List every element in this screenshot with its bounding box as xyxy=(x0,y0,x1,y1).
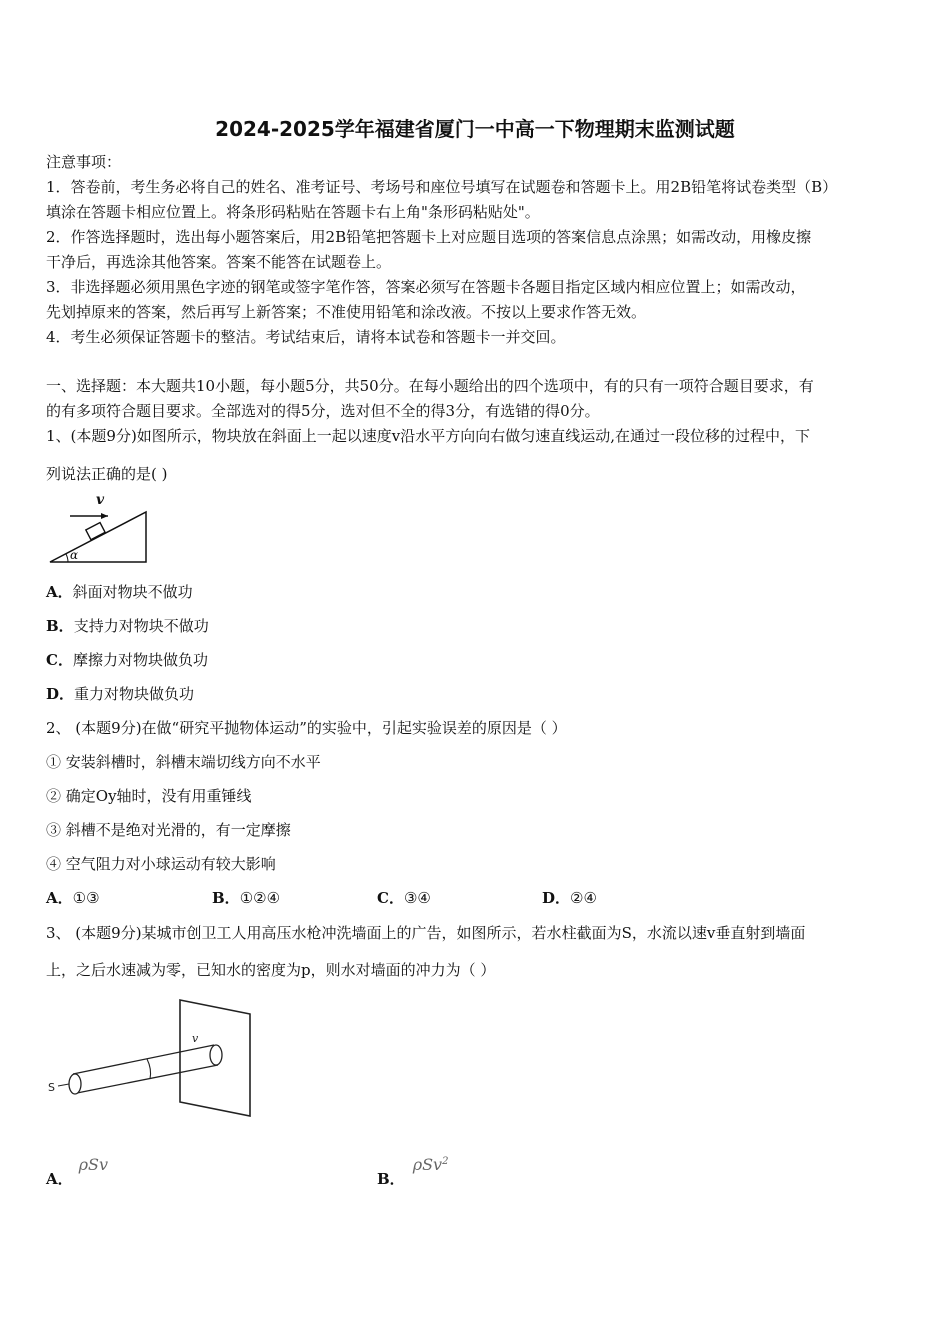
notes-line-5: 3．非选择题必须用黑色字迹的钢笔或签字笔作答，答案必须写在答题卡各题目指定区域内相应位置上；如需改动， xyxy=(46,278,806,296)
q1-incline-figure xyxy=(46,488,156,568)
q1-stem-line-2: 列说法正确的是( ) xyxy=(46,465,168,483)
q1-option-a[interactable] xyxy=(46,582,193,602)
q2-item-1: ① 安装斜槽时，斜槽末端切线方向不水平 xyxy=(46,753,321,771)
q2-option-d-text: ②④ xyxy=(570,889,597,907)
q2-option-c-label: C． xyxy=(377,889,404,907)
q3-option-b-label: B． xyxy=(377,1170,405,1188)
q3-option-b-formula: ρSv xyxy=(412,1155,443,1174)
q1-option-b-text: 支持力对物块不做功 xyxy=(73,617,209,635)
angle-arc xyxy=(66,554,68,562)
q3-option-b-superscript: 2 xyxy=(442,1156,449,1167)
q2-item-3: ③ 斜槽不是绝对光滑的，有一定摩擦 xyxy=(46,821,291,839)
q3-option-b[interactable] xyxy=(377,1154,449,1188)
notes-heading: 注意事项： xyxy=(46,153,122,171)
block-shape xyxy=(86,523,105,540)
q3-stem-line-1: 3、 (本题9分)某城市创卫工人用高压水枪冲洗墙面上的广告，如图所示，若水柱截面为S，水流以速v垂直射到墙面 xyxy=(46,924,806,942)
notes-line-2: 填涂在答题卡相应位置上。将条形码粘贴在答题卡右上角"条形码粘贴处"。 xyxy=(46,203,540,221)
notes-line-1: 1．答卷前，考生务必将自己的姓名、准考证号、考场号和座位号填写在试题卷和答题卡上。用2B铅笔将试卷类型（B） xyxy=(46,178,838,196)
q1-option-c-text: 摩擦力对物块做负功 xyxy=(72,651,208,669)
section-1-line-1: 一、选择题：本大题共10小题，每小题5分，共50分。在每小题给出的四个选项中，有的只有一项符合题目要求，有 xyxy=(46,377,814,395)
q1-option-a-text: 斜面对物块不做功 xyxy=(72,583,193,601)
notes-line-3: 2．作答选择题时，选出每小题答案后，用2B铅笔把答题卡上对应题目选项的答案信息点涂黑；如需改动，用橡皮擦 xyxy=(46,228,812,246)
page-title: 2024-2025学年福建省厦门一中高一下物理期末监测试题 xyxy=(215,117,735,141)
q1-stem-line-1: 1、(本题9分)如图所示，物块放在斜面上一起以速度v沿水平方向向右做匀速直线运动,在通过一段位移的过程中，下 xyxy=(46,427,811,445)
notes-line-7: 4．考生必须保证答题卡的整洁。考试结束后，请将本试卷和答题卡一并交回。 xyxy=(46,328,566,346)
q1-option-b-label: B． xyxy=(46,617,74,635)
q2-stem: 2、 (本题9分)在做“研究平抛物体运动”的实验中，引起实验误差的原因是（ ） xyxy=(46,719,567,737)
q2-item-2: ② 确定Oy轴时，没有用重锤线 xyxy=(46,787,252,805)
q1-option-d-text: 重力对物块做负功 xyxy=(74,685,195,703)
water-column-front xyxy=(210,1045,222,1065)
q2-option-a[interactable] xyxy=(46,888,100,908)
q1-option-b[interactable] xyxy=(46,616,209,636)
incline-triangle xyxy=(50,512,146,562)
q2-option-b-text: ①②④ xyxy=(239,889,281,907)
q2-option-c[interactable] xyxy=(377,888,431,908)
water-column-end xyxy=(69,1074,81,1094)
s-pointer xyxy=(58,1084,69,1086)
q3-option-a-label: A． xyxy=(46,1170,73,1188)
q1-option-c-label: C． xyxy=(46,651,73,669)
q1-option-a-label: A． xyxy=(46,583,73,601)
q3-option-a-formula: ρSv xyxy=(78,1155,109,1174)
s-label: S xyxy=(48,1081,55,1094)
q1-option-d-label: D． xyxy=(46,685,75,703)
velocity-label: v xyxy=(96,492,105,508)
section-1-line-2: 的有多项符合题目要求。全部选对的得5分，选对但不全的得3分，有选错的得0分。 xyxy=(46,402,600,420)
q3-option-a[interactable] xyxy=(46,1154,109,1188)
section-mark xyxy=(147,1059,151,1079)
q2-option-b[interactable] xyxy=(212,888,280,908)
q2-option-d[interactable] xyxy=(542,888,597,908)
q1-option-d[interactable] xyxy=(46,684,194,704)
q2-option-d-label: D． xyxy=(542,889,571,907)
q2-option-c-text: ③④ xyxy=(403,889,431,907)
notes-line-6: 先划掉原来的答案，然后再写上新答案；不准使用铅笔和涂改液。不按以上要求作答无效。 xyxy=(46,303,647,321)
angle-label: α xyxy=(70,548,79,562)
notes-line-4: 干净后，再选涂其他答案。答案不能答在试题卷上。 xyxy=(46,253,392,271)
q2-item-4: ④ 空气阻力对小球运动有较大影响 xyxy=(46,855,276,873)
q1-option-c[interactable] xyxy=(46,650,208,670)
q3-stem-line-2: 上，之后水速减为零，已知水的密度为p，则水对墙面的冲力为（ ） xyxy=(46,961,496,979)
velocity-arrow-head xyxy=(101,513,108,519)
q2-option-b-label: B． xyxy=(212,889,240,907)
q2-option-a-text: ①③ xyxy=(72,889,100,907)
v-label: v xyxy=(192,1032,199,1045)
q3-water-gun-figure xyxy=(46,994,266,1124)
q2-option-a-label: A． xyxy=(46,889,73,907)
